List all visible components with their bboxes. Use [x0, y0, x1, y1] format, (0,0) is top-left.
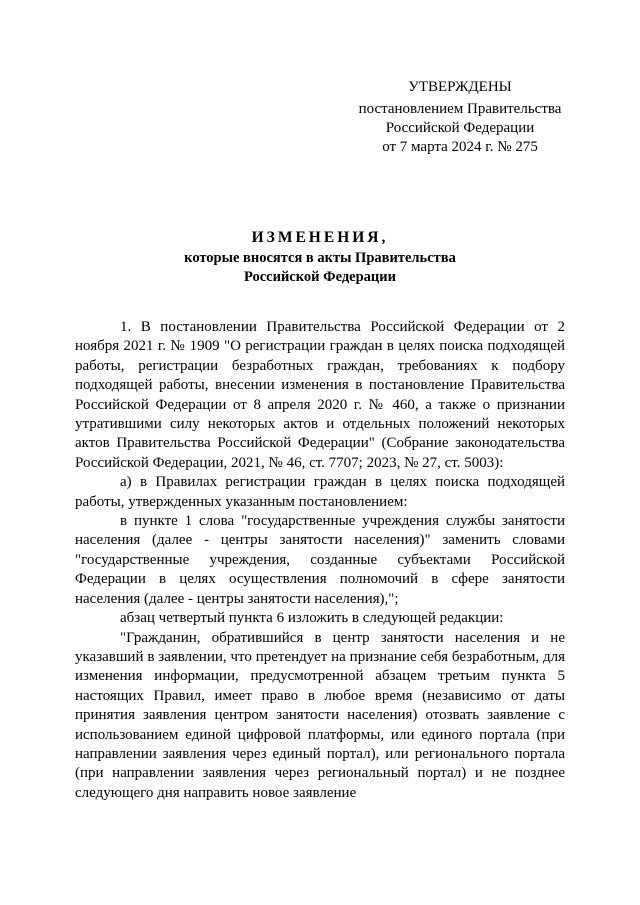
paragraph: "Гражданин, обратившийся в центр занятости населения и не указавший в заявлении, что претендует на признание себя безработным, для изменения информации, предусмотренной абзацем третьим пункта 5 настоящих Правил, имеет право в любое время (независимо от даты принятия заявления центром занятости населения) отозвать заявление с использованием единой цифровой платформы, или единого портала (при направлении заявления через единый портал), или регионального портала (при направлении заявления через региональный портал) и не позднее следующего дня направить новое заявление — [75, 629, 565, 801]
title-main: ИЗМЕНЕНИЯ, — [251, 229, 389, 246]
approval-heading: УТВЕРЖДЕНЫ — [408, 79, 512, 95]
document-body — [75, 318, 565, 803]
approval-line: постановлением Правительства — [358, 101, 562, 117]
title-subline: Российской Федерации — [243, 269, 396, 285]
approval-line: Российской Федерации — [385, 120, 535, 136]
title-subline: которые вносятся в акты Правительства — [184, 250, 456, 266]
paragraph: а) в Правилах регистрации граждан в целях поиска подходящей работы, утвержденных указанным постановлением: — [75, 474, 565, 510]
approval-stamp — [330, 78, 590, 157]
paragraph: абзац четвертый пункта 6 изложить в следующей редакции: — [120, 610, 504, 627]
paragraph: в пункте 1 слова "государственные учреждения службы занятости населения (далее - центры занятости населения)" заменить словами "государственные учреждения, созданные субъектами Российской Федерации в целях осуществления полномочий в сфере занятости населения (далее - центры занятости населения),"; — [75, 513, 565, 607]
paragraph: 1. В постановлении Правительства Российской Федерации от 2 ноября 2021 г. № 1909 "О регистрации граждан в целях поиска подходящей работы, регистрации безработных граждан, требованиях к подбору подходящей работы, внесении изменения в постановление Правительства Российской Федерации от 8 апреля 2020 г. № 460, а также о признании утратившими силу некоторых актов и отдельных положений некоторых актов Правительства Российской Федерации" (Собрание законодательства Российской Федерации, 2021, № 46, ст. 7707; 2023, № 27, ст. 5003): — [75, 319, 565, 471]
document-title — [75, 227, 565, 287]
approval-line: от 7 марта 2024 г. № 275 — [382, 139, 538, 155]
